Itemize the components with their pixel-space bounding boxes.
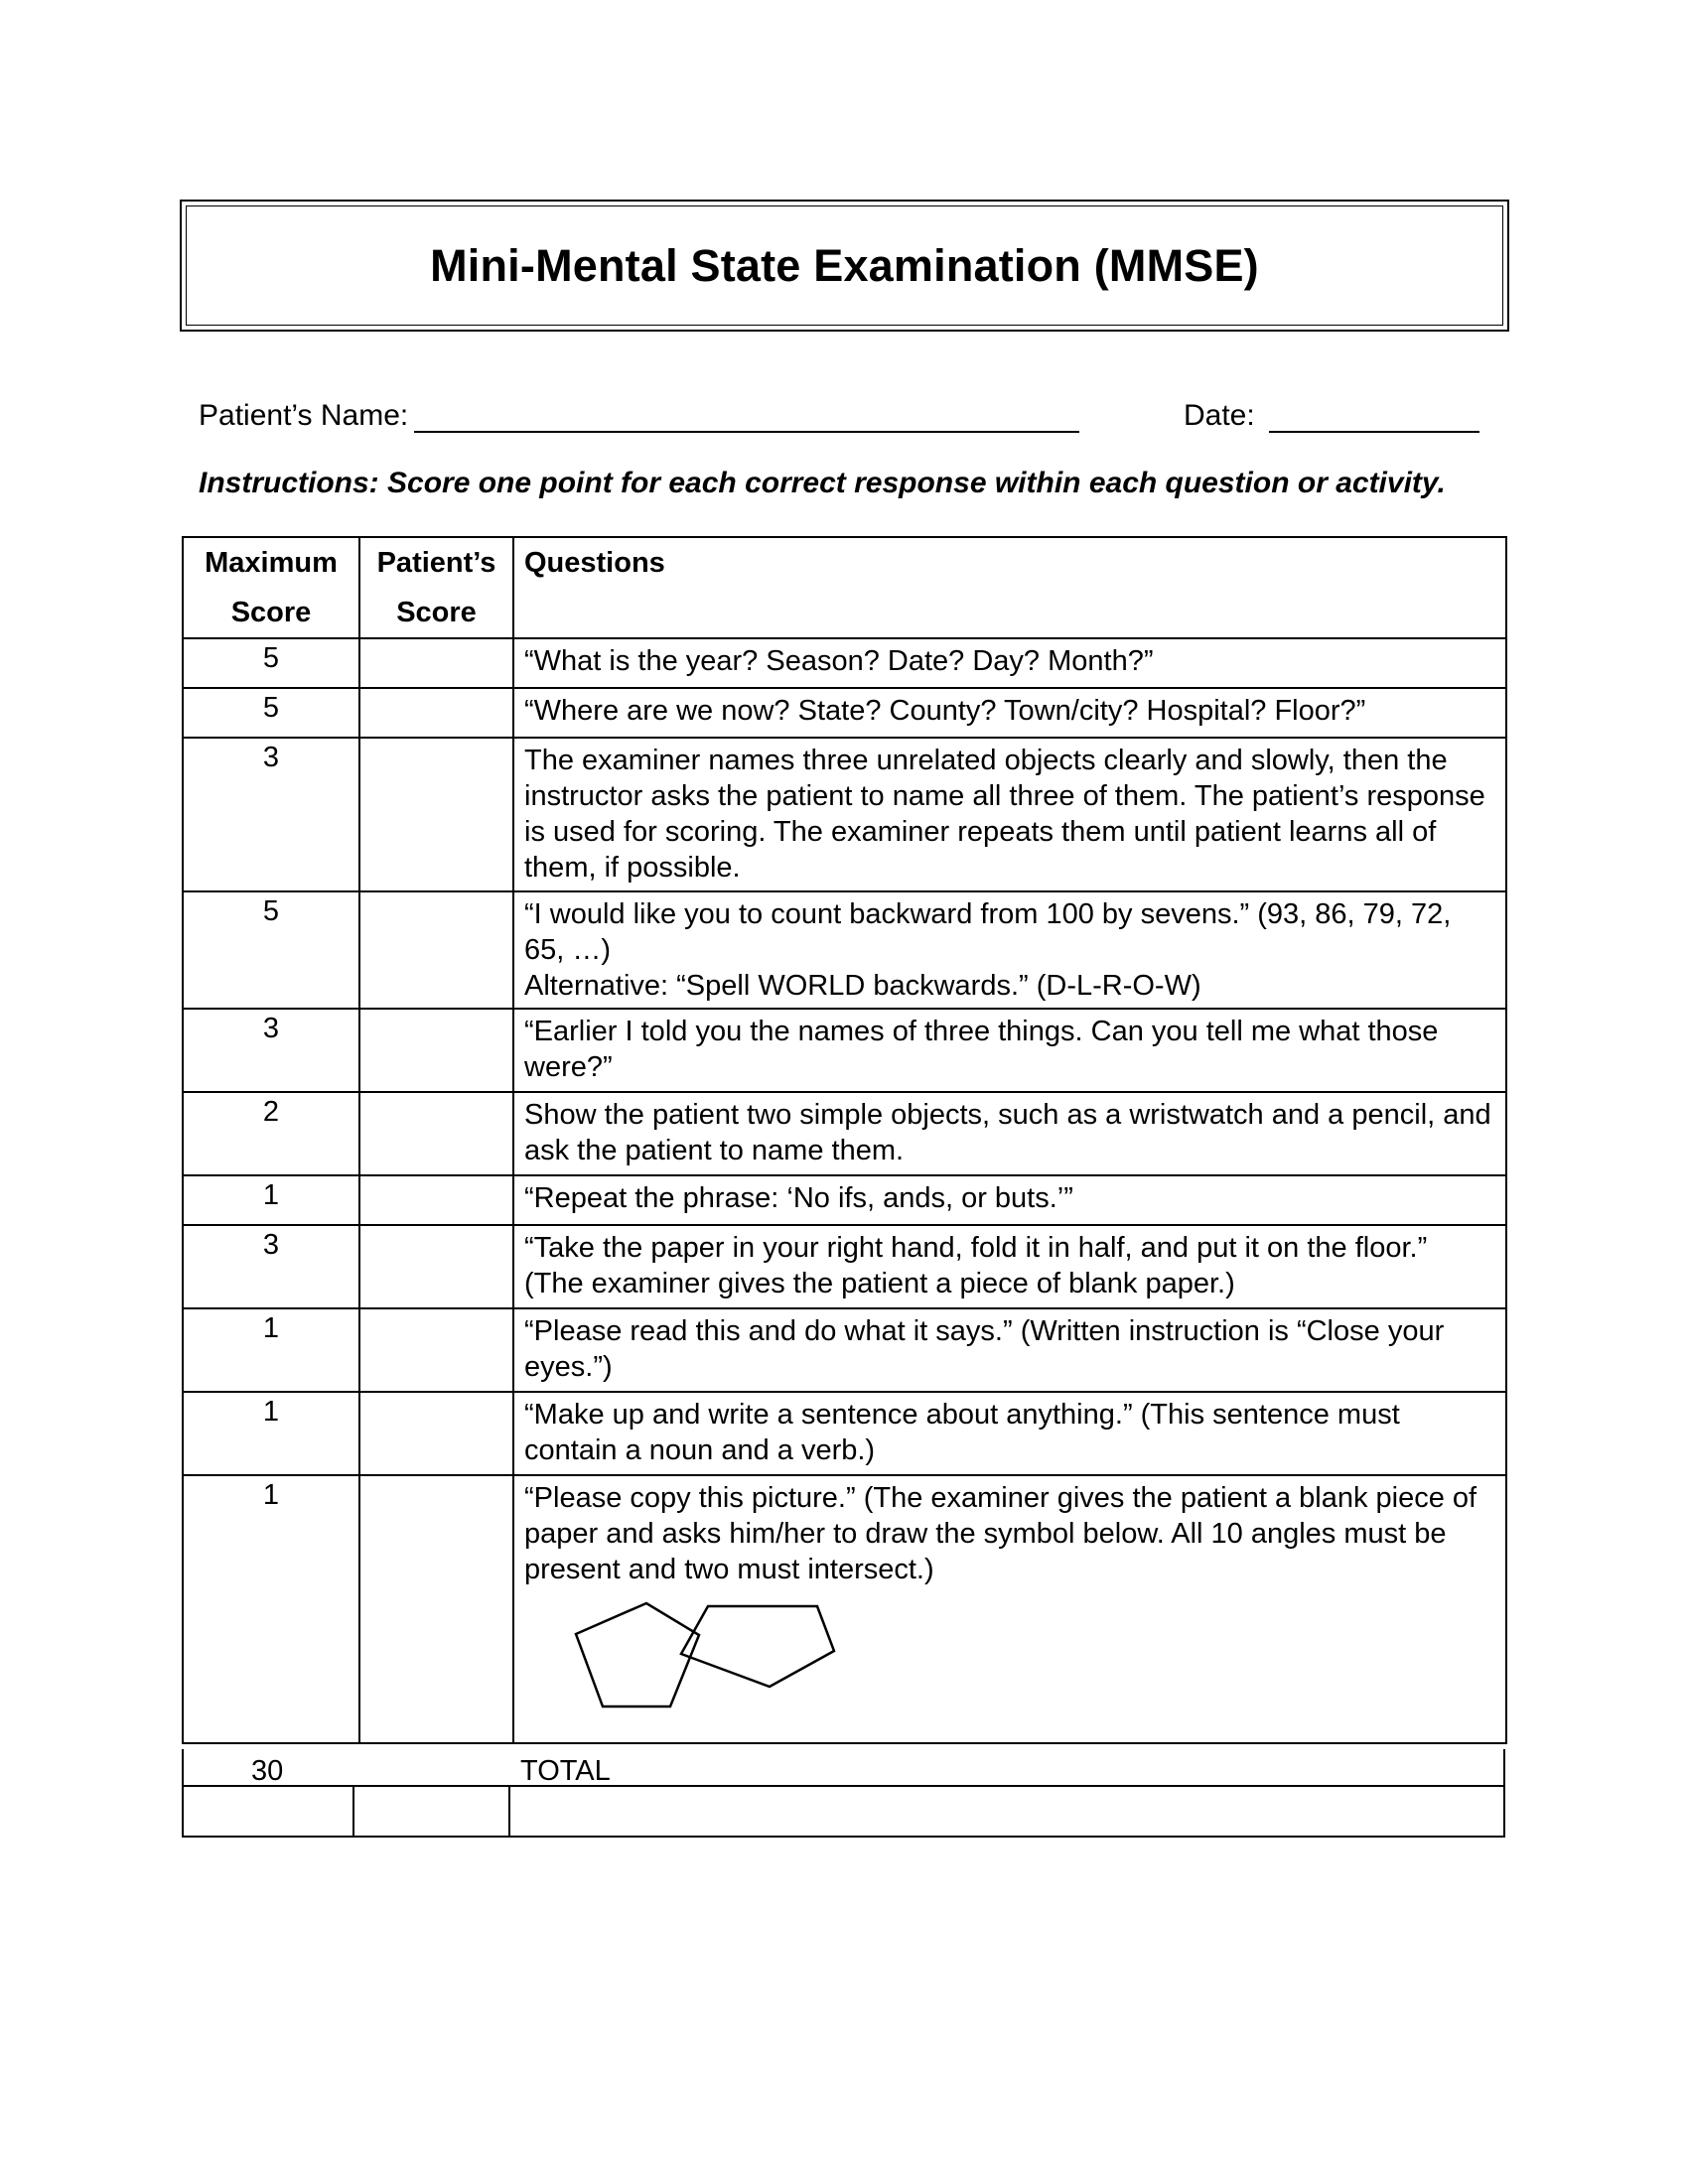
instructions: Instructions: Score one point for each correct response within each question or activity. [199,467,1446,499]
total-questions-cell [510,1787,1503,1836]
patient-name-field [199,395,1079,433]
patient-score-cell[interactable] [359,1392,513,1475]
question-text: “Repeat the phrase: ‘No ifs, ands, or buts.’” [524,1182,1073,1214]
patient-score-header-line2: Score [396,597,477,628]
table-row [183,1009,1506,1092]
table-row [183,638,1506,688]
patient-score-cell[interactable] [359,1225,513,1308]
max-score-cell: 3 [183,738,359,891]
patient-score-cell[interactable] [359,891,513,1009]
total-max-cell [184,1787,354,1836]
max-score-cell: 5 [183,638,359,688]
max-score-cell: 3 [183,1009,359,1092]
right-pentagon [681,1606,834,1687]
question-cell [513,1392,1506,1475]
question-text: “Where are we now? State? County? Town/city? Hospital? Floor?” [524,695,1366,727]
table-row [183,738,1506,891]
question-text: “Take the paper in your right hand, fold it in half, and put it on the floor.” (The examiner gives the patient a piece of blank paper.) [524,1232,1428,1299]
question-text: “Earlier I told you the names of three things. Can you tell me what those were?” [524,1016,1439,1083]
max-score-cell: 5 [183,688,359,738]
patient-score-cell[interactable] [359,1475,513,1743]
question-alternative-text: Alternative: “Spell WORLD backwards.” (D-L-R-O-W) [524,970,1201,1002]
question-text: “I would like you to count backward from 100 by sevens.” (93, 86, 79, 72, 65, …) [524,898,1452,966]
max-score-cell: 2 [183,1092,359,1175]
intersecting-pentagons-figure [564,1601,862,1710]
table-row [183,1175,1506,1225]
max-score-header-line1: Maximum [205,547,338,579]
question-text: “Please copy this picture.” (The examiner gives the patient a blank piece of paper and asks him/her to draw the symbol below. All 10 angles must be present and two must intersect.) [524,1482,1477,1585]
patient-score-header-line1: Patient’s [376,547,496,579]
table-row [183,688,1506,738]
patient-score-cell[interactable] [359,1092,513,1175]
title-box [180,200,1509,332]
question-cell [513,1175,1506,1225]
question-cell [513,738,1506,891]
patient-info-row [199,395,1489,439]
header-row [183,537,1506,638]
max-score-cell: 1 [183,1308,359,1392]
page-title: Mini-Mental State Examination (MMSE) [430,239,1259,291]
questions-header: Questions [513,537,1506,638]
patient-score-cell[interactable] [359,638,513,688]
max-score-cell: 1 [183,1475,359,1743]
question-cell [513,1092,1506,1175]
date-field [1184,395,1479,433]
question-cell [513,688,1506,738]
question-text: “What is the year? Season? Date? Day? Month?” [524,645,1154,677]
patient-score-cell[interactable] [359,738,513,891]
table-row [183,1475,1506,1743]
total-label: TOTAL [520,1755,611,1785]
question-cell [513,1308,1506,1392]
table-row [183,1092,1506,1175]
max-score-cell: 1 [183,1175,359,1225]
total-entry-row [182,1785,1505,1838]
patient-name-blank[interactable] [414,395,1079,433]
question-text: Show the patient two simple objects, such as a wristwatch and a pencil, and ask the patient to name them. [524,1099,1491,1166]
question-cell [513,891,1506,1009]
table-row [183,1392,1506,1475]
table-row [183,1225,1506,1308]
table-row [183,891,1506,1009]
total-max-score: 30 [251,1755,284,1785]
mmse-table [182,536,1507,1744]
max-score-header-line2: Score [230,597,312,628]
patient-score-cell[interactable] [359,688,513,738]
question-cell [513,1225,1506,1308]
question-cell [513,638,1506,688]
patient-score-cell[interactable] [359,1175,513,1225]
date-blank[interactable] [1269,395,1479,433]
max-score-cell: 5 [183,891,359,1009]
max-score-header [183,537,359,638]
total-patient-score-cell[interactable] [354,1787,510,1836]
question-text: “Please read this and do what it says.” (Written instruction is “Close your eyes.”) [524,1315,1445,1383]
max-score-cell: 3 [183,1225,359,1308]
question-text: The examiner names three unrelated objects clearly and slowly, then the instructor asks the patient to name all three of them. The patient’s response is used for scoring. The examiner repeats them until patient learns all of them, if possible. [524,745,1485,884]
patient-score-cell[interactable] [359,1308,513,1392]
date-label: Date: [1184,399,1255,432]
question-cell [513,1475,1506,1743]
total-row [182,1749,1505,1785]
max-score-cell: 1 [183,1392,359,1475]
table-row [183,1308,1506,1392]
question-cell [513,1009,1506,1092]
patient-score-header [359,537,513,638]
patient-name-label: Patient’s Name: [199,399,409,432]
patient-score-cell[interactable] [359,1009,513,1092]
question-text: “Make up and write a sentence about anything.” (This sentence must contain a noun and a verb.) [524,1399,1400,1466]
